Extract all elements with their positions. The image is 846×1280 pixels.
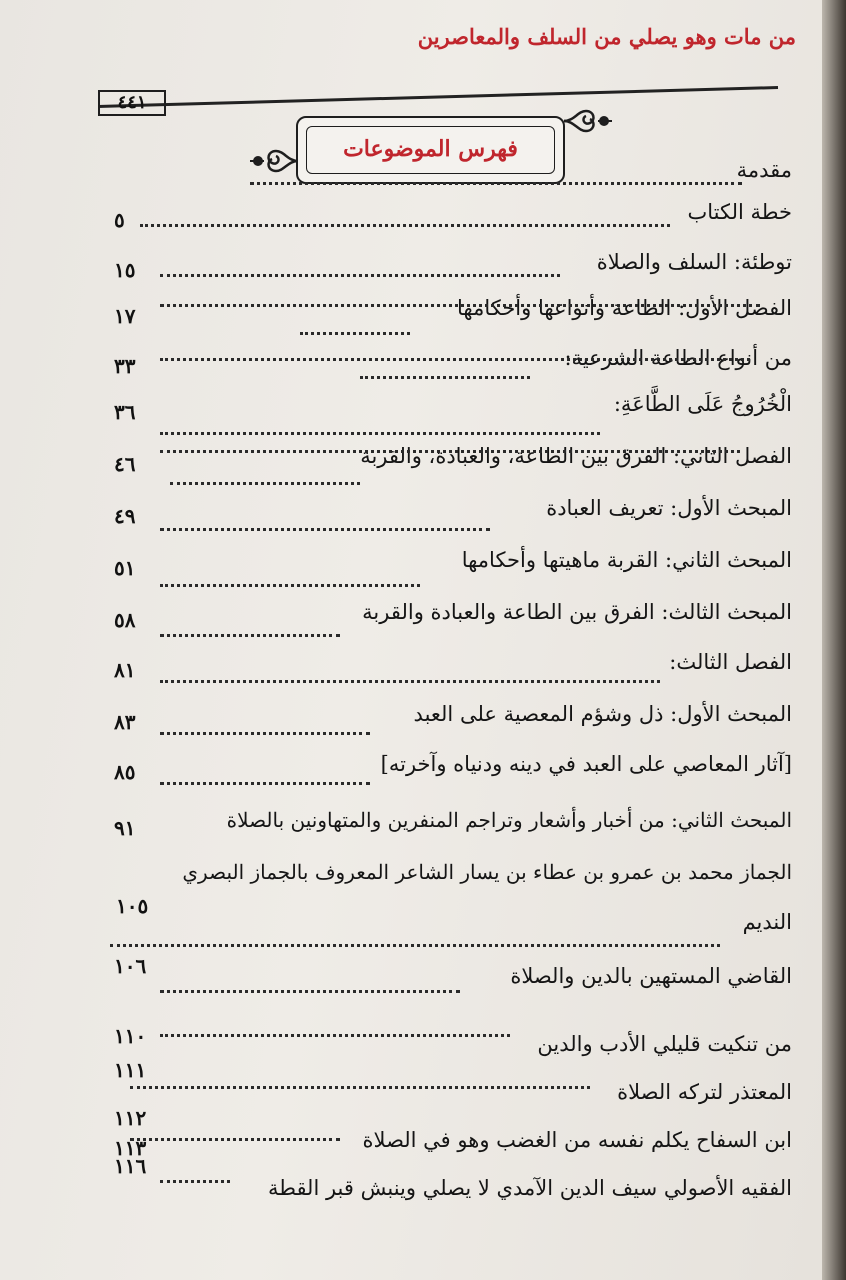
toc-page: ٩١: [114, 816, 136, 840]
toc-row: [0, 600, 846, 640]
toc-leader: [160, 1164, 230, 1183]
toc-label: الفصل الثاني: الفرق بين الطاعة، والعبادة، والقربة: [360, 444, 792, 468]
toc-label: الفصل الأول: الطاعة وأنواعها وأحكامها: [457, 296, 792, 320]
page-number: ٤٤١: [98, 90, 166, 116]
toc-row: [0, 392, 846, 432]
toc-page: ١٠٦: [114, 954, 147, 978]
toc-row: [0, 296, 846, 336]
toc-leader: [160, 1018, 510, 1037]
toc-row: [0, 808, 846, 848]
toc-label: المبحث الأول: ذل وشؤم المعصية على العبد: [413, 702, 792, 726]
toc-row: [0, 1080, 846, 1130]
toc-label: الْخُرُوجُ عَلَى الطَّاعَةِ:: [613, 392, 792, 416]
toc-row: [0, 1032, 846, 1082]
toc-row: [0, 650, 846, 690]
toc-leader: [160, 766, 370, 785]
toc-row: [0, 444, 846, 484]
toc-page: ١١٦: [114, 1154, 147, 1178]
toc-page: ٨٣: [114, 710, 136, 734]
toc-page: ٨١: [114, 658, 136, 682]
toc-page: ٤٦: [114, 452, 136, 476]
toc-leader: [160, 664, 660, 683]
toc-label: خطة الكتاب: [687, 200, 792, 224]
toc-label: النديم: [742, 910, 792, 934]
toc-leader: [160, 716, 370, 735]
toc-label: من أنواع الطاعة الشرعية:: [564, 346, 792, 370]
toc-leader: [110, 928, 720, 947]
toc-page: ١١٠: [114, 1024, 147, 1048]
toc-leader: [160, 434, 740, 453]
toc-page: ١١٢: [114, 1106, 147, 1130]
toc-row: [0, 250, 846, 290]
toc-page: ٥١: [114, 556, 136, 580]
toc-page: ١١١: [114, 1058, 147, 1082]
toc-row: [0, 702, 846, 742]
toc-leader: [130, 1070, 590, 1089]
toc-row: [0, 752, 846, 792]
toc-label: ابن السفاح يكلم نفسه من الغضب وهو في الصلاة: [362, 1128, 792, 1152]
toc-label: توطئة: السلف والصلاة: [596, 250, 792, 274]
toc-leader: [140, 208, 670, 227]
toc-page: ٤٩: [114, 504, 136, 528]
toc-leader: [300, 316, 410, 335]
toc-leader: [130, 1122, 340, 1141]
toc-leader: [160, 618, 340, 637]
toc-leader: [160, 568, 420, 587]
toc-leader: [160, 974, 460, 993]
toc-label: الفقيه الأصولي سيف الدين الآمدي لا يصلي وينبش قبر القطة: [267, 1176, 792, 1200]
toc-label: الفصل الثالث:: [669, 650, 792, 674]
toc-page: ١٧: [114, 304, 136, 328]
toc-page: ١١٣: [114, 1136, 147, 1160]
toc-page: ٨٥: [114, 760, 136, 784]
toc-row: [0, 200, 846, 240]
toc-leader: [160, 416, 600, 435]
toc-row: [0, 496, 846, 536]
toc-label: المعتذر لتركه الصلاة: [617, 1080, 792, 1104]
toc-label: المبحث الأول: تعريف العبادة: [546, 496, 792, 520]
running-header-title: من مات وهو يصلي من السلف والمعاصرين: [417, 24, 796, 49]
toc-leader: [160, 342, 750, 361]
toc-label: مقدمة: [736, 158, 792, 182]
section-title: فهرس الموضوعات: [306, 126, 555, 174]
toc-leader: [250, 166, 742, 185]
toc-leader: [160, 288, 760, 307]
toc-row: [0, 548, 846, 588]
toc-label: المبحث الثاني: من أخبار وأشعار وتراجم المنفرين والمتهاونين بالصلاة: [226, 808, 792, 832]
toc-page: ٥: [114, 208, 125, 232]
toc-leader: [360, 360, 530, 379]
toc-leader: [170, 466, 360, 485]
toc-page: ١٥: [114, 258, 136, 282]
toc-leader: [160, 258, 560, 277]
toc-label: الجماز محمد بن عمرو بن عطاء بن يسار الشاعر المعروف بالجماز البصري: [182, 860, 792, 884]
toc-label: [آثار المعاصي على العبد في دينه ودنياه وآخرته]: [380, 752, 792, 776]
toc-leader: [160, 512, 490, 531]
toc-label: القاضي المستهين بالدين والصلاة: [510, 964, 792, 988]
toc-label: المبحث الثالث: الفرق بين الطاعة والعبادة والقربة: [362, 600, 792, 624]
toc-page: ٣٣: [114, 354, 136, 378]
toc-row: [0, 346, 846, 386]
toc-page: ١٠٥: [116, 894, 149, 918]
toc-label: من تنكيت قليلي الأدب والدين: [537, 1032, 792, 1056]
toc-label: المبحث الثاني: القربة ماهيتها وأحكامها: [461, 548, 792, 572]
toc-row: [0, 158, 846, 198]
toc-page: ٥٨: [114, 608, 136, 632]
toc-page: ٣٦: [114, 400, 136, 424]
